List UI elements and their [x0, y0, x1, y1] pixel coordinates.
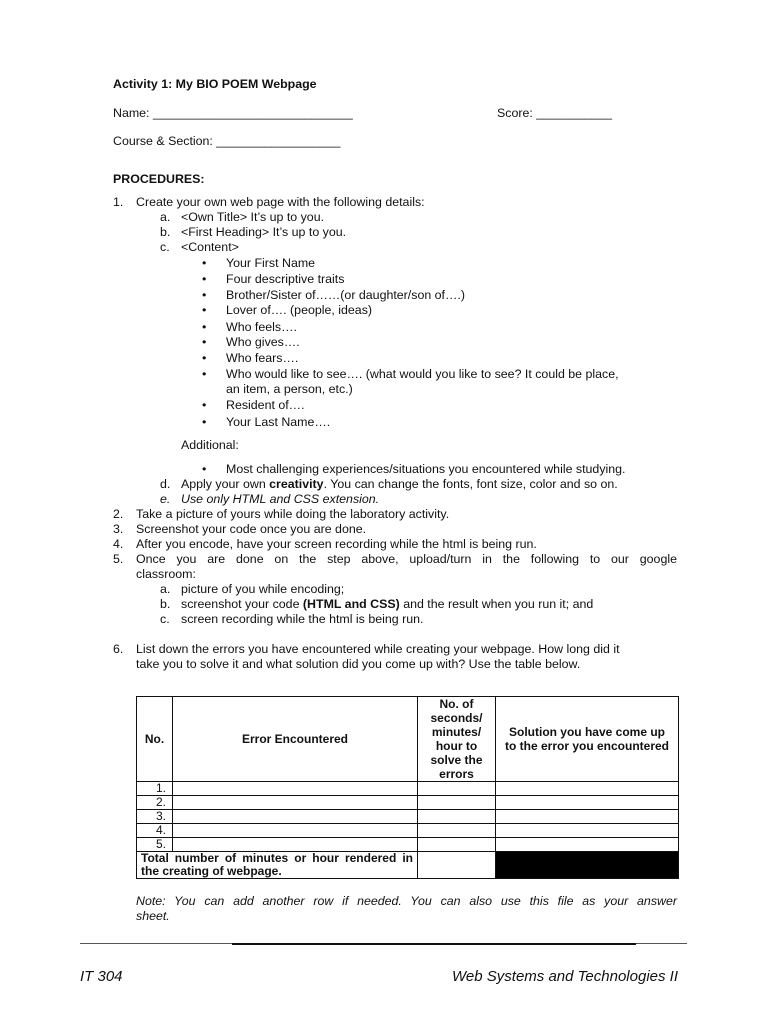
- note-text-continuation: sheet.: [136, 909, 170, 923]
- item-number: 2.: [113, 507, 124, 521]
- score-field-label: Score: ___________: [497, 106, 613, 120]
- time-cell[interactable]: [418, 796, 496, 810]
- item-number: 1.: [113, 195, 124, 209]
- solution-cell[interactable]: [496, 838, 679, 852]
- item-text: Once you are done on the step above, upload/turn in the following to our google: [136, 552, 677, 566]
- sub-letter: d.: [160, 477, 171, 491]
- sub-text: screen recording while the html is being run.: [181, 612, 424, 626]
- table-row: [137, 810, 679, 824]
- solution-cell[interactable]: [496, 782, 679, 796]
- header-no: No.: [137, 697, 173, 782]
- bullet-item: • Who feels….: [226, 320, 297, 335]
- sub-text: <First Heading> It’s up to you.: [181, 225, 347, 239]
- bullet-item: • Lover of…. (people, ideas): [226, 303, 372, 318]
- item-number: 4.: [113, 537, 124, 551]
- time-cell[interactable]: [418, 782, 496, 796]
- item-text-continuation: classroom:: [136, 567, 196, 581]
- header-error-encountered: Error Encountered: [173, 697, 418, 782]
- row-number: 5.: [137, 838, 173, 852]
- sub-letter: c.: [160, 240, 170, 254]
- total-row: [137, 852, 679, 879]
- time-cell[interactable]: [418, 824, 496, 838]
- row-number: 4.: [137, 824, 173, 838]
- sub-letter: e.: [160, 492, 171, 506]
- sub-letter: a.: [160, 210, 171, 224]
- row-number: 3.: [137, 810, 173, 824]
- table-row: [137, 796, 679, 810]
- sub-text-creativity: Apply your own creativity. You can change the fonts, font size, color and so on.: [181, 477, 618, 491]
- additional-label: Additional:: [181, 438, 239, 452]
- item-text: Create your own web page with the following details:: [136, 195, 425, 209]
- total-time-cell[interactable]: [418, 852, 496, 879]
- time-cell[interactable]: [418, 810, 496, 824]
- row-number: 1.: [137, 782, 173, 796]
- error-cell[interactable]: [173, 796, 418, 810]
- errors-table: [136, 696, 679, 879]
- error-cell[interactable]: [173, 838, 418, 852]
- note-text: Note: You can add another row if needed. You can also use this file as your answer: [136, 894, 677, 908]
- sub-letter: b.: [160, 225, 171, 239]
- solution-cell[interactable]: [496, 796, 679, 810]
- sub-text: Use only HTML and CSS extension.: [181, 492, 380, 506]
- error-cell[interactable]: [173, 810, 418, 824]
- item-text-continuation: take you to solve it and what solution did you come up with? Use the table below.: [136, 657, 581, 671]
- procedures-heading: PROCEDURES:: [113, 172, 205, 186]
- sub-letter: c.: [160, 612, 170, 626]
- blacked-out-cell: [496, 852, 679, 879]
- footer-course-name: Web Systems and Technologies II: [452, 968, 678, 985]
- sub-text: <Content>: [181, 240, 239, 254]
- name-field-label: Name: _____________________________: [113, 106, 353, 120]
- solution-cell[interactable]: [496, 824, 679, 838]
- table-row: [137, 838, 679, 852]
- header-solution: Solution you have come up to the error you encountered: [496, 697, 679, 782]
- sub-text: <Own Title> It’s up to you.: [181, 210, 325, 224]
- time-cell[interactable]: [418, 838, 496, 852]
- table-row: [137, 782, 679, 796]
- error-cell[interactable]: [173, 782, 418, 796]
- item-text: List down the errors you have encountered while creating your webpage. How long did it: [136, 642, 620, 656]
- item-number: 3.: [113, 522, 124, 536]
- footer-divider: [80, 943, 232, 944]
- sub-text: screenshot your code (HTML and CSS) and the result when you run it; and: [181, 597, 594, 611]
- course-section-label: Course & Section: __________________: [113, 134, 341, 148]
- sub-text: picture of you while encoding;: [181, 582, 345, 596]
- bullet-item: • Four descriptive traits: [226, 272, 344, 287]
- row-number: 2.: [137, 796, 173, 810]
- solution-cell[interactable]: [496, 810, 679, 824]
- bullet-item-continuation: an item, a person, etc.): [226, 382, 353, 396]
- header-time-to-solve: No. of seconds/ minutes/ hour to solve the errors: [418, 697, 496, 782]
- bullet-item: • Who fears….: [226, 351, 298, 366]
- table-header-row: [137, 697, 679, 782]
- item-text: After you encode, have your screen recording while the html is being run.: [136, 537, 537, 551]
- sub-letter: b.: [160, 597, 171, 611]
- activity-title: Activity 1: My BIO POEM Webpage: [113, 77, 317, 91]
- item-number: 5.: [113, 552, 124, 566]
- item-number: 6.: [113, 642, 124, 656]
- bullet-item: • Most challenging experiences/situations you encountered while studying.: [226, 462, 626, 477]
- total-label: Total number of minutes or hour rendered in the creating of webpage.: [137, 852, 418, 879]
- item-text: Screenshot your code once you are done.: [136, 522, 367, 536]
- table-row: [137, 824, 679, 838]
- bullet-item: • Who gives….: [226, 335, 300, 350]
- sub-letter: a.: [160, 582, 171, 596]
- bullet-item: • Resident of….: [226, 398, 305, 413]
- bullet-item: • Brother/Sister of……(or daughter/son of….): [226, 288, 465, 303]
- bullet-item: • Who would like to see…. (what would you like to see? It could be place,: [226, 367, 619, 382]
- bullet-item: • Your Last Name….: [226, 415, 330, 430]
- bullet-item: • Your First Name: [226, 256, 315, 271]
- footer-divider: [636, 943, 687, 944]
- footer-course-code: IT 304: [80, 968, 123, 985]
- error-cell[interactable]: [173, 824, 418, 838]
- item-text: Take a picture of yours while doing the laboratory activity.: [136, 507, 450, 521]
- footer-divider: [232, 943, 636, 945]
